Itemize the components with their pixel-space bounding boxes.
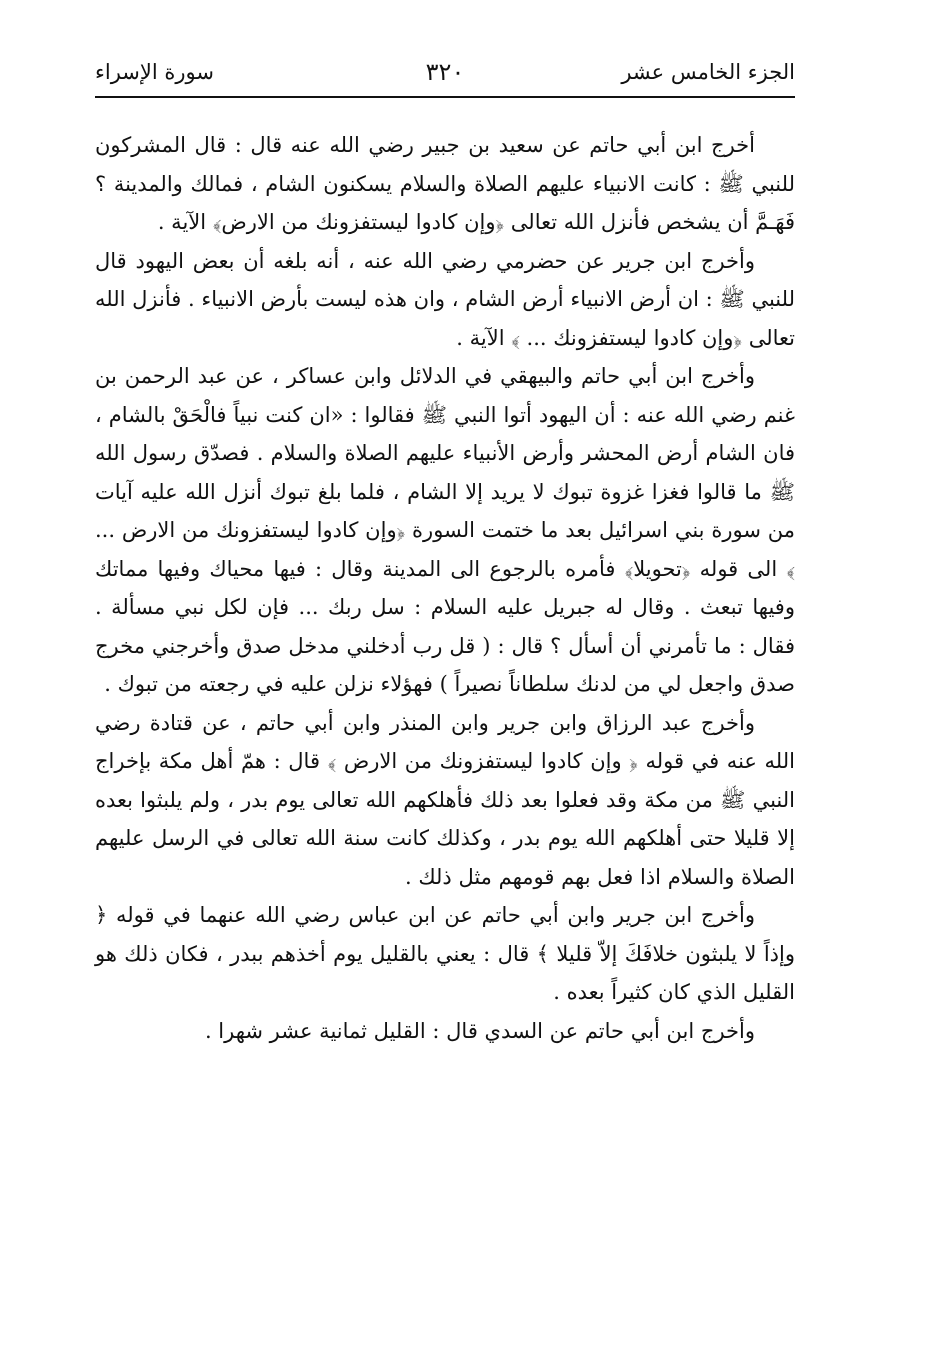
- part-title: الجزء الخامس عشر: [621, 60, 795, 84]
- page-number: ٣٢٠: [425, 58, 465, 86]
- surah-title: سورة الإسراء: [95, 60, 214, 84]
- page-body: [95, 126, 795, 1050]
- paragraph-1: أخرج ابن أبي حاتم عن سعيد بن جبير رضي الله عنه قال : قال المشركون للنبي ﷺ : كانت الانبياء عليهم الصلاة والسلام يسكنون الشام ، فمالك والمدينة ؟ فَهَـمَّ أن يشخص فأنزل الله تعالى ﴿وإن كادوا ليستفزونك من الارض﴾ الآية .: [95, 133, 795, 234]
- paragraph-5: وأخرج ابن جرير وابن أبي حاتم عن ابن عباس رضي الله عنهما في قوله ﴿ وإذاً لا يلبثون خلافَكَ إلاّ قليلا ﴾ قال : يعني بالقليل يوم أخذهم ببدر ، فكان ذلك هو القليل الذي كان كثيراً بعده .: [95, 903, 795, 1004]
- page-header: [95, 52, 795, 92]
- header-rule: [95, 96, 795, 98]
- paragraph-4: وأخرج عبد الرزاق وابن جرير وابن المنذر وابن أبي حاتم ، عن قتادة رضي الله عنه في قوله ﴿ وإن كادوا ليستفزونك من الارض ﴾ قال : همّ أهل مكة بإخراج النبي ﷺ من مكة وقد فعلوا بعد ذلك فأهلكهم الله تعالى يوم بدر ، ولم يلبثوا بعده إلا قليلا حتى أهلكهم الله يوم بدر ، وكذلك كانت سنة الله تعالى في الرسل عليهم الصلاة والسلام اذا فعل بهم قومهم مثل ذلك .: [95, 710, 795, 889]
- paragraph-3: وأخرج ابن أبي حاتم والبيهقي في الدلائل وابن عساكر ، عن عبد الرحمن بن غنم رضي الله عنه : أن اليهود أتوا النبي ﷺ فقالوا : «ان كنت نبياً فالْحَقْ بالشام ، فان الشام أرض المحشر وأرض الأنبياء عليهم الصلاة والسلام . فصدّق رسول الله ﷺ ما قالوا فغزا غزوة تبوك لا يريد إلا الشام ، فلما بلغ تبوك أنزل الله عليه آيات من سورة بني اسرائيل بعد ما ختمت السورة ﴿وإن كادوا ليستفزونك من الارض ... ﴾ الى قوله ﴿تحويلا﴾ فأمره بالرجوع الى المدينة وقال : فيها محياك وفيها مماتك وفيها تبعث . وقال له جبريل عليه السلام : سل ربك ... فإن لكل نبي مسألة . فقال : ما تأمرني أن أسأل ؟ قال : ( قل رب أدخلني مدخل صدق وأخرجني مخرج صدق واجعل لي من لدنك سلطاناً نصيراً ) فهؤلاء نزلن عليه في رجعته من تبوك .: [95, 364, 795, 696]
- paragraph-6: وأخرج ابن أبي حاتم عن السدي قال : القليل ثمانية عشر شهرا .: [204, 1018, 755, 1043]
- paragraph-2: وأخرج ابن جرير عن حضرمي رضي الله عنه ، أنه بلغه أن بعض اليهود قال للنبي ﷺ : ان أرض الانبياء أرض الشام ، وان هذه ليست بأرض الانبياء . فأنزل الله تعالى ﴿وإن كادوا ليستفزونك ... ﴾ الآية .: [95, 248, 795, 350]
